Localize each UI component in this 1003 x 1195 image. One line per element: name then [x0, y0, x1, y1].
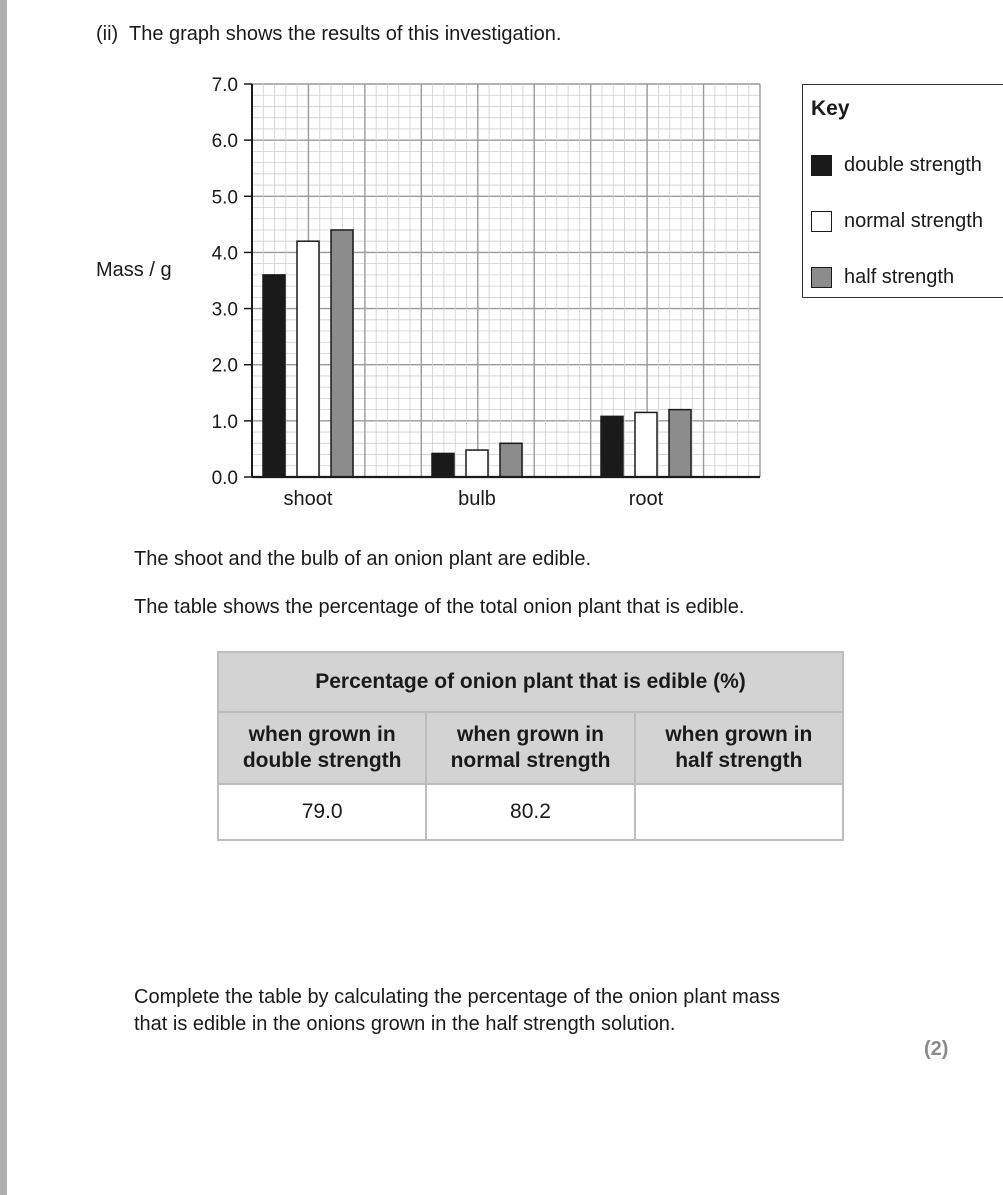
x-tick-label: bulb — [458, 488, 496, 510]
header-line: normal strength — [450, 749, 611, 772]
x-tick-label: root — [628, 488, 664, 510]
key-swatch-double — [811, 155, 832, 176]
header-line: when grown in — [456, 723, 604, 746]
bar-bulb-0 — [432, 453, 454, 477]
y-tick-label: 5.0 — [211, 187, 238, 209]
bar-shoot-2 — [331, 230, 353, 477]
bar-root-0 — [601, 416, 623, 477]
y-tick-label: 6.0 — [211, 131, 238, 153]
y-tick-label: 3.0 — [211, 299, 238, 321]
edible-percentage-table — [217, 651, 844, 841]
key-swatch-normal — [811, 211, 832, 232]
y-tick-label: 2.0 — [211, 355, 238, 377]
part-label: (ii) — [96, 23, 119, 45]
header-line: when grown in — [248, 723, 396, 746]
header-line: half strength — [675, 749, 803, 772]
intro-text: The graph shows the results of this investigation. — [128, 23, 562, 45]
table-header-half — [635, 712, 843, 784]
bar-chart — [0, 0, 800, 520]
bar-shoot-0 — [263, 275, 285, 477]
instruction-line-1: Complete the table by calculating the percentage of the onion plant mass — [134, 986, 780, 1008]
y-tick-label: 1.0 — [211, 411, 238, 433]
chart-key — [802, 84, 1003, 298]
y-tick-label: 7.0 — [211, 75, 238, 96]
table-cell-half-answer[interactable] — [635, 784, 843, 840]
key-label-normal: normal strength — [844, 209, 983, 232]
paragraph-edible: The shoot and the bulb of an onion plant are edible. — [134, 548, 592, 570]
key-item-normal — [811, 208, 983, 234]
table-title: Percentage of onion plant that is edible (%) — [218, 652, 843, 712]
key-item-half — [811, 264, 954, 290]
header-line: when grown in — [665, 723, 813, 746]
bar-bulb-1 — [466, 450, 488, 477]
paragraph-table-intro: The table shows the percentage of the total onion plant that is edible. — [134, 596, 745, 618]
header-line: double strength — [242, 749, 402, 772]
key-title: Key — [811, 97, 850, 120]
marks-indicator: (2) — [924, 1038, 949, 1060]
table-cell-normal: 80.2 — [426, 784, 634, 840]
key-swatch-half — [811, 267, 832, 288]
bar-root-2 — [669, 410, 691, 477]
table-header-double — [218, 712, 426, 784]
key-label-half: half strength — [844, 265, 955, 288]
instruction-line-2: that is edible in the onions grown in the half strength solution. — [134, 1013, 676, 1035]
y-tick-label: 0.0 — [211, 468, 238, 489]
y-tick-label: 4.0 — [211, 243, 238, 265]
table-cell-double: 79.0 — [218, 784, 426, 840]
instruction — [134, 984, 780, 1038]
key-label-double: double strength — [844, 153, 982, 176]
y-axis-label: Mass / g — [96, 259, 172, 281]
bar-shoot-1 — [297, 241, 319, 477]
bar-bulb-2 — [500, 443, 522, 477]
x-tick-label: shoot — [283, 488, 333, 510]
bar-root-1 — [635, 412, 657, 477]
table-header-normal — [426, 712, 634, 784]
key-item-double — [811, 152, 982, 178]
